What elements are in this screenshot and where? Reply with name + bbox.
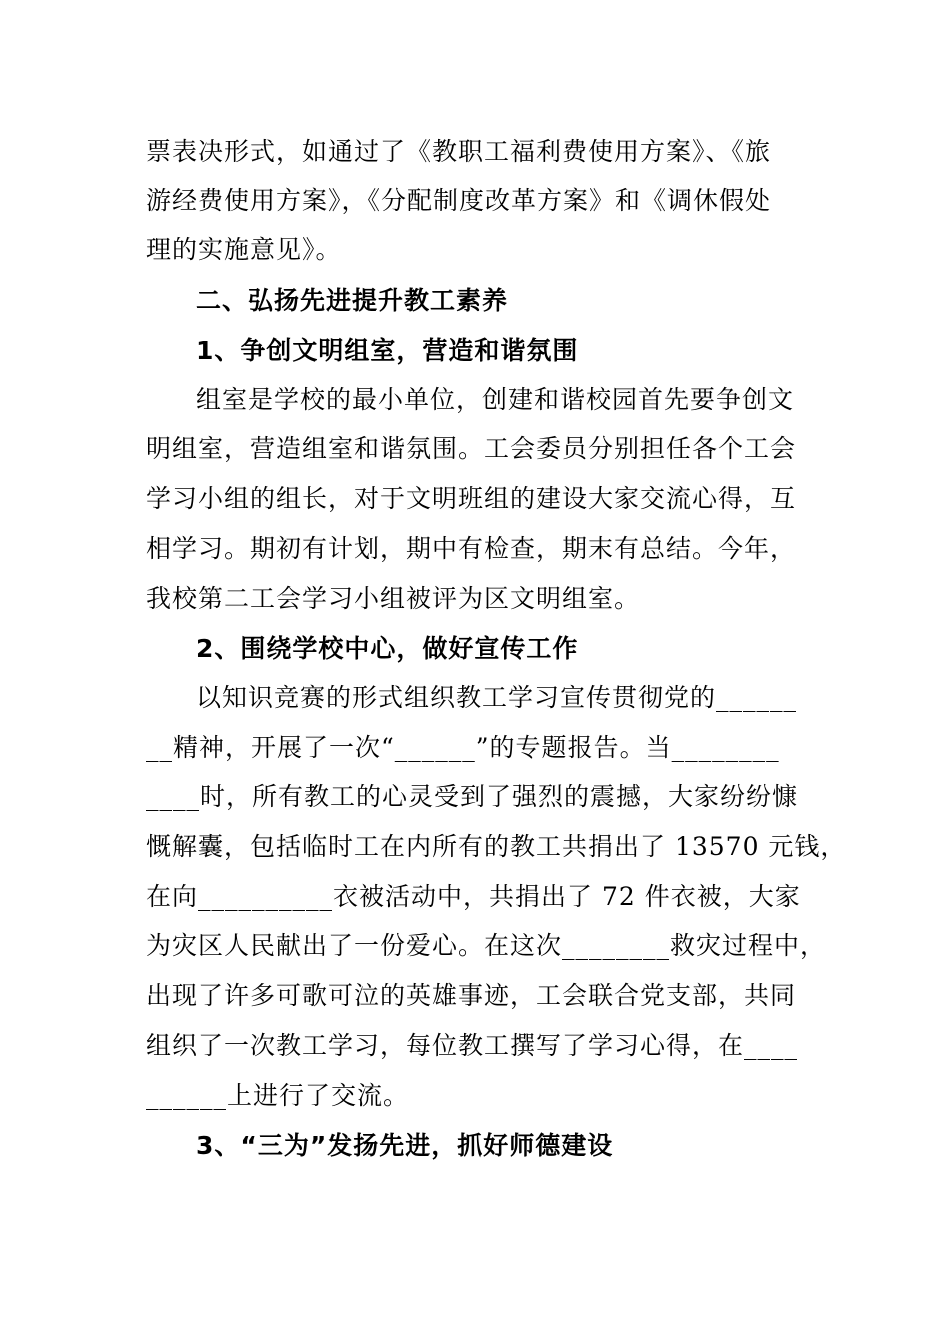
body-text-line: 相学习。期初有计划，期中有检查，期末有总结。今年， (146, 534, 797, 563)
body-text-line: 学习小组的组长，对于文明班组的建设大家交流心得，互 (146, 484, 797, 513)
body-text-line: 出现了许多可歌可泣的英雄事迹，工会联合党支部，共同 (146, 981, 797, 1010)
body-text-line: 在向__________衣被活动中，共捐出了 72 件衣被，大家 (146, 882, 801, 911)
body-text-line: ____时，所有教工的心灵受到了强烈的震撼，大家纷纷慷 (146, 782, 799, 811)
body-text-line: 明组室，营造组室和谐氛围。工会委员分别担任各个工会 (146, 434, 797, 463)
subsection-heading: 3、“三为”发扬先进，抓好师德建设 (196, 1131, 614, 1160)
body-text-line: __精神，开展了一次“______”的专题报告。当________ (146, 733, 780, 762)
body-text-line: 票表决形式，如通过了《教职工福利费使用方案》、《旅 (146, 137, 772, 166)
body-text-line: 我校第二工会学习小组被评为区文明组室。 (146, 584, 641, 613)
subsection-heading: 1、争创文明组室，营造和谐氛围 (196, 336, 579, 365)
body-text-line: 组室是学校的最小单位，创建和谐校园首先要争创文 (196, 385, 795, 414)
body-text-line: 慨解囊，包括临时工在内所有的教工共捐出了 13570 元钱， (146, 832, 847, 861)
body-text-line: ______上进行了交流。 (146, 1081, 410, 1110)
body-text-line: 游经费使用方案》，《分配制度改革方案》和《调休假处 (146, 186, 772, 215)
section-heading: 二、弘扬先进提升教工素养 (196, 286, 509, 315)
subsection-heading: 2、围绕学校中心，做好宣传工作 (196, 634, 579, 663)
body-text-line: 以知识竞赛的形式组织教工学习宣传贯彻党的______ (196, 683, 798, 712)
body-text-line: 为灾区人民献出了一份爱心。在这次________救灾过程中， (146, 931, 827, 960)
body-text-line: 组织了一次教工学习，每位教工撰写了学习心得，在____ (146, 1031, 799, 1060)
body-text-line: 理的实施意见》。 (146, 235, 342, 264)
